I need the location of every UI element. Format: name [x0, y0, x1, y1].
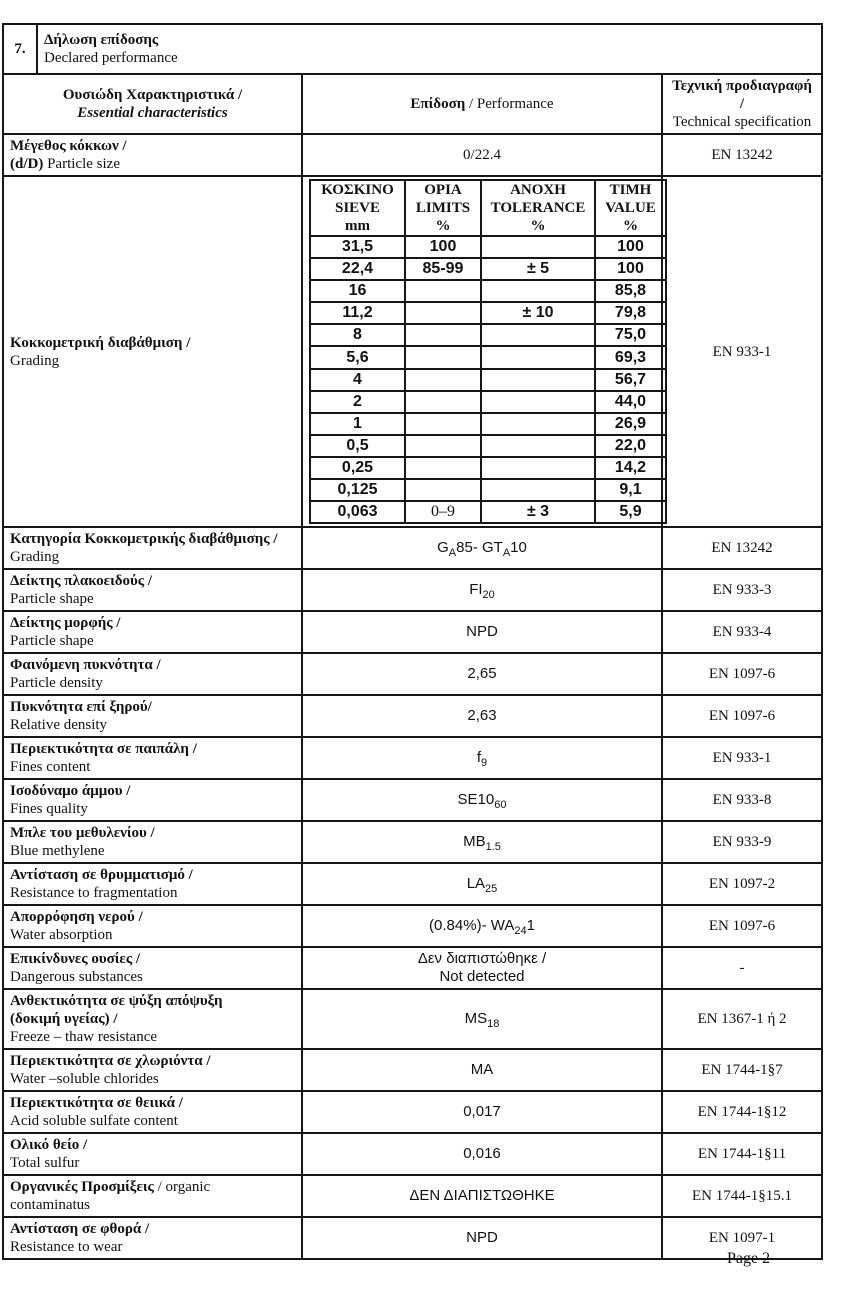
characteristic-row [3, 1091, 822, 1133]
performance-value: $SE10_{60}$ [302, 779, 662, 821]
sieve-row [310, 413, 666, 435]
technical-specification: EN 933-1 [662, 176, 822, 527]
grading-table-cell [302, 176, 662, 527]
sieve-grading-table [309, 179, 667, 524]
characteristic-row [3, 611, 822, 653]
performance-value: $MB_{1.5}$ [302, 821, 662, 863]
limit-value [405, 391, 481, 413]
characteristic-row [3, 821, 822, 863]
performance-value: 2,63 [302, 695, 662, 737]
characteristic-label: Μπλε του μεθυλενίου / Blue methylene [3, 821, 302, 863]
sieve-size: 22,4 [310, 258, 405, 280]
value-column-header: ΤΙΜΗ VALUE % [595, 180, 666, 236]
limit-value: 0–9 [405, 501, 481, 523]
performance-value: $FI_{20}$ [302, 569, 662, 611]
header-essential-characteristics [3, 74, 302, 134]
sieve-size: 0,25 [310, 457, 405, 479]
technical-specification: - [662, 947, 822, 989]
header-performance-en: / Performance [465, 96, 554, 112]
sieve-row [310, 501, 666, 523]
sieve-size: 1 [310, 413, 405, 435]
characteristic-label: Μέγεθος κόκκων / (d/D) Particle size [3, 134, 302, 176]
technical-specification: EN 1744-1§12 [662, 1091, 822, 1133]
tolerance-value [481, 280, 595, 302]
characteristic-row [3, 1175, 822, 1217]
characteristic-label: Ισοδύναμο άμμου / Fines quality [3, 779, 302, 821]
sieve-size: 31,5 [310, 236, 405, 258]
technical-specification: EN 1097-6 [662, 653, 822, 695]
characteristic-label: Δείκτης πλακοειδούς / Particle shape [3, 569, 302, 611]
sieve-size: 16 [310, 280, 405, 302]
characteristic-row [3, 1133, 822, 1175]
performance-value: ΔΕΝ ΔΙΑΠΙΣΤΩΘΗΚΕ [302, 1175, 662, 1217]
limit-value [405, 413, 481, 435]
characteristic-label: Περιεκτικότητα σε παιπάλη / Fines content [3, 737, 302, 779]
tolerance-column-header: ΑΝΟΧΗ TOLERANCE % [481, 180, 595, 236]
sieve-size: 0,063 [310, 501, 405, 523]
grading-row [3, 176, 822, 527]
performance-value: 0/22.4 [302, 134, 662, 176]
tolerance-value [481, 369, 595, 391]
characteristic-label: Ανθεκτικότητα σε ψύξη απόψυξη (δοκιμή υγείας) / Freeze – thaw resistance [3, 989, 302, 1049]
performance-value: Δεν διαπιστώθηκε / Not detected [302, 947, 662, 989]
characteristic-row [3, 863, 822, 905]
section-row [3, 24, 822, 74]
sieve-row [310, 302, 666, 324]
characteristic-row [3, 569, 822, 611]
sieve-row [310, 391, 666, 413]
limit-value [405, 435, 481, 457]
technical-specification: EN 1097-6 [662, 695, 822, 737]
passing-value: 79,8 [595, 302, 666, 324]
passing-value: 75,0 [595, 324, 666, 346]
technical-specification: EN 13242 [662, 527, 822, 569]
technical-specification: EN 1097-1 [662, 1217, 822, 1259]
sieve-row [310, 369, 666, 391]
section-number: 7. [3, 24, 37, 74]
characteristic-row [3, 989, 822, 1049]
characteristic-row [3, 695, 822, 737]
passing-value: 56,7 [595, 369, 666, 391]
performance-value: $MS_{18}$ [302, 989, 662, 1049]
tolerance-value [481, 479, 595, 501]
limit-value [405, 479, 481, 501]
sieve-size: 0,5 [310, 435, 405, 457]
sieve-row [310, 258, 666, 280]
technical-specification: EN 1744-1§11 [662, 1133, 822, 1175]
sieve-row [310, 435, 666, 457]
limit-value [405, 302, 481, 324]
tolerance-value [481, 435, 595, 457]
technical-specification: EN 1097-2 [662, 863, 822, 905]
declared-performance-table [2, 23, 823, 1260]
sieve-column-header: ΚΟΣΚΙΝΟ SIEVE mm [310, 180, 405, 236]
header-technical-specification [662, 74, 822, 134]
performance-value: $f_9$ [302, 737, 662, 779]
sieve-row [310, 479, 666, 501]
technical-specification: EN 1367-1 ή 2 [662, 989, 822, 1049]
characteristic-label: Περιεκτικότητα σε θειικά / Acid soluble sulfate content [3, 1091, 302, 1133]
performance-value: 0,017 [302, 1091, 662, 1133]
sieve-row [310, 280, 666, 302]
sieve-size: 2 [310, 391, 405, 413]
performance-value: (0.84%)- $WA_{24}1$ [302, 905, 662, 947]
limit-value [405, 369, 481, 391]
technical-specification: EN 1744-1§7 [662, 1049, 822, 1091]
characteristic-row [3, 737, 822, 779]
technical-specification: EN 933-8 [662, 779, 822, 821]
sieve-row [310, 457, 666, 479]
tolerance-value [481, 457, 595, 479]
limits-column-header: ΟΡΙΑ LIMITS % [405, 180, 481, 236]
sieve-size: 5,6 [310, 346, 405, 368]
sieve-size: 11,2 [310, 302, 405, 324]
performance-value: MA [302, 1049, 662, 1091]
performance-value: 2,65 [302, 653, 662, 695]
tolerance-value [481, 346, 595, 368]
particle-size-row [3, 134, 822, 176]
tolerance-value [481, 391, 595, 413]
technical-specification: EN 933-9 [662, 821, 822, 863]
passing-value: 100 [595, 258, 666, 280]
tolerance-value [481, 413, 595, 435]
header-spec-en: Technical specification [672, 114, 812, 130]
limit-value: 85-99 [405, 258, 481, 280]
section-title-el: Δήλωση επίδοσης [44, 32, 159, 48]
performance-value: NPD [302, 1217, 662, 1259]
passing-value: 26,9 [595, 413, 666, 435]
characteristic-label: Επικίνδυνες ουσίες / Dangerous substances [3, 947, 302, 989]
characteristic-row [3, 1049, 822, 1091]
sieve-header-row [310, 180, 666, 236]
characteristic-label: Αντίσταση σε φθορά / Resistance to wear [3, 1217, 302, 1259]
limit-value: 100 [405, 236, 481, 258]
characteristic-row [3, 653, 822, 695]
limit-value [405, 346, 481, 368]
header-performance [302, 74, 662, 134]
characteristic-label: Κοκκομετρική διαβάθμιση / Grading [3, 176, 302, 527]
header-spec-el: Τεχνική προδιαγραφή / [672, 78, 812, 112]
header-essential-en: Essential characteristics [77, 105, 228, 121]
page-number: Page 2 [727, 1250, 771, 1267]
tolerance-value: ± 5 [481, 258, 595, 280]
technical-specification: EN 933-3 [662, 569, 822, 611]
characteristic-label: Φαινόμενη πυκνότητα / Particle density [3, 653, 302, 695]
tolerance-value [481, 324, 595, 346]
table-header-row [3, 74, 822, 134]
sieve-size: 8 [310, 324, 405, 346]
performance-value: $G_A85-$ $GT_A10$ [302, 527, 662, 569]
characteristic-row [3, 1217, 822, 1259]
tolerance-value [481, 236, 595, 258]
passing-value: 69,3 [595, 346, 666, 368]
technical-specification: EN 13242 [662, 134, 822, 176]
header-essential-el: Ουσιώδη Χαρακτηριστικά / [62, 87, 243, 103]
sieve-size: 0,125 [310, 479, 405, 501]
passing-value: 100 [595, 236, 666, 258]
characteristic-row [3, 905, 822, 947]
performance-value: $LA_{25}$ [302, 863, 662, 905]
section-title-en: Declared performance [44, 50, 178, 66]
passing-value: 44,0 [595, 391, 666, 413]
characteristic-row [3, 947, 822, 989]
characteristic-label: Αντίσταση σε θρυμματισμό / Resistance to fragmentation [3, 863, 302, 905]
technical-specification: EN 933-4 [662, 611, 822, 653]
sieve-size: 4 [310, 369, 405, 391]
header-performance-el: Επίδοση [410, 96, 466, 112]
passing-value: 22,0 [595, 435, 666, 457]
passing-value: 14,2 [595, 457, 666, 479]
limit-value [405, 280, 481, 302]
performance-value: NPD [302, 611, 662, 653]
characteristic-label: Απορρόφηση νερού / Water absorption [3, 905, 302, 947]
technical-specification: EN 933-1 [662, 737, 822, 779]
characteristic-row [3, 779, 822, 821]
technical-specification: EN 1097-6 [662, 905, 822, 947]
passing-value: 9,1 [595, 479, 666, 501]
sieve-row [310, 324, 666, 346]
technical-specification: EN 1744-1§15.1 [662, 1175, 822, 1217]
performance-value: 0,016 [302, 1133, 662, 1175]
characteristic-label: Πυκνότητα επί ξηρού/ Relative density [3, 695, 302, 737]
tolerance-value: ± 10 [481, 302, 595, 324]
passing-value: 5,9 [595, 501, 666, 523]
section-title [37, 24, 822, 74]
sieve-row [310, 346, 666, 368]
passing-value: 85,8 [595, 280, 666, 302]
characteristic-label: Κατηγορία Κοκκομετρικής διαβάθμισης / Grading [3, 527, 302, 569]
characteristic-label: Οργανικές Προσμίξεις / organic contaminatus [3, 1175, 302, 1217]
characteristic-label: Δείκτης μορφής / Particle shape [3, 611, 302, 653]
characteristic-label: Ολικό θείο / Total sulfur [3, 1133, 302, 1175]
sieve-row [310, 236, 666, 258]
characteristic-label: Περιεκτικότητα σε χλωριόντα / Water –soluble chlorides [3, 1049, 302, 1091]
limit-value [405, 457, 481, 479]
limit-value [405, 324, 481, 346]
tolerance-value: ± 3 [481, 501, 595, 523]
characteristic-row [3, 527, 822, 569]
